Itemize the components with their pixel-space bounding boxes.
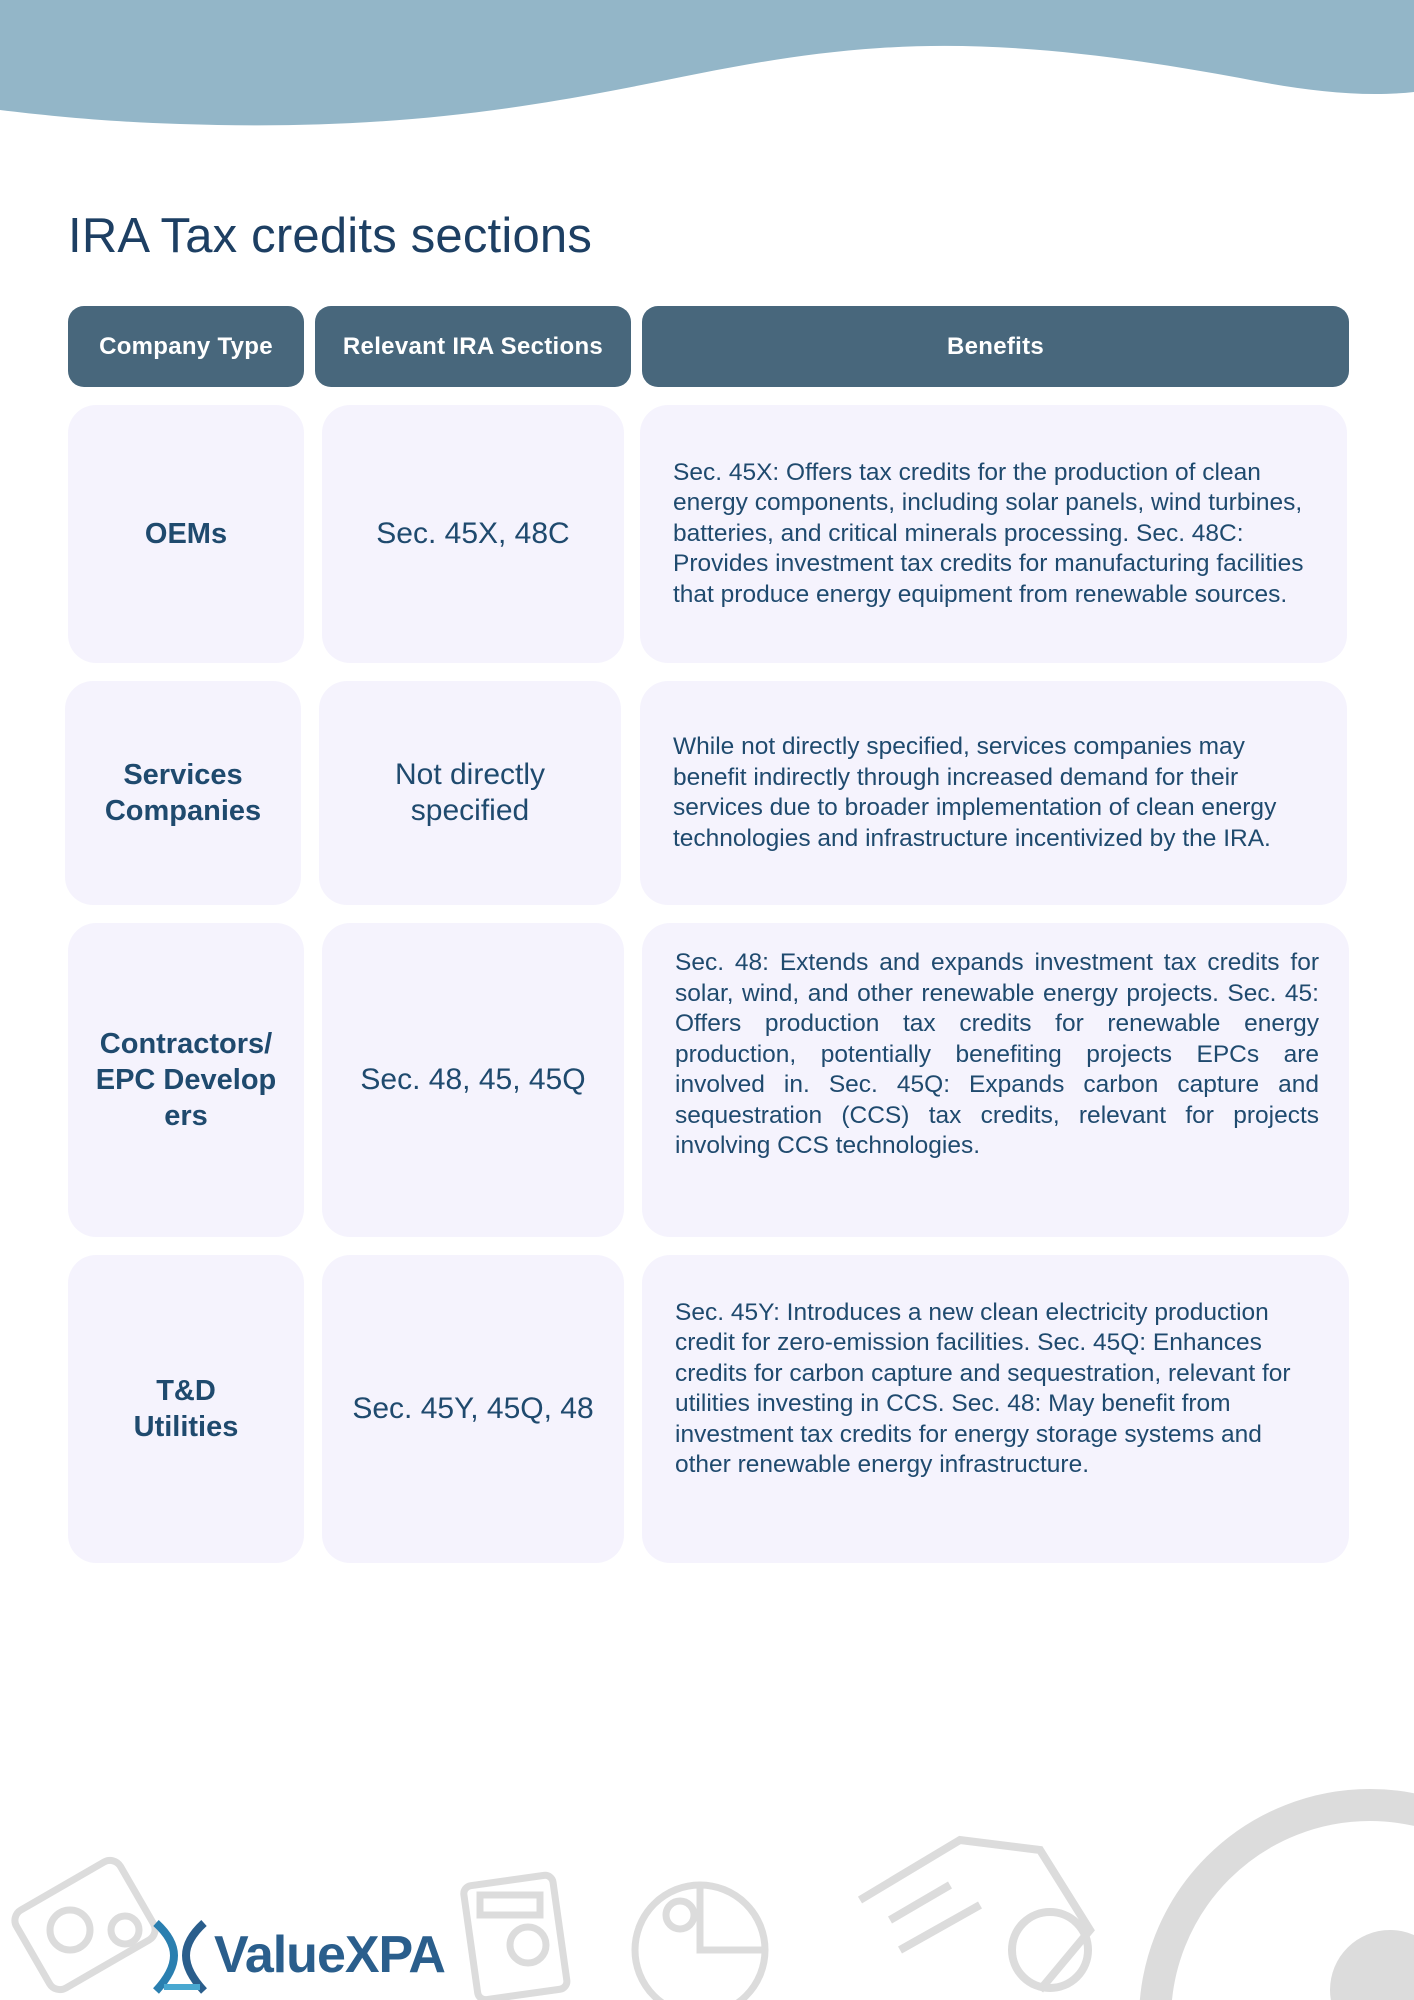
row-services-sections: Not directly specified (319, 681, 621, 905)
valuexpa-logo (150, 1910, 445, 2000)
header-company-type: Company Type (68, 306, 304, 387)
row-utilities-sections: Sec. 45Y, 45Q, 48 (322, 1255, 624, 1563)
header-benefits: Benefits (642, 306, 1349, 387)
logo-mark-icon (150, 1915, 210, 1995)
row-utilities-benefits: Sec. 45Y: Introduces a new clean electricity production credit for zero-emission facilities. Sec. 45Q: Enhances credits for carbon capture and sequestration, relevant for utilities investing in CCS. Sec. 48: May benefit from investment tax credits for energy storage systems and other renewable energy infrastructure. (642, 1255, 1349, 1563)
header-wave (0, 0, 1414, 140)
row-oems-benefits: Sec. 45X: Offers tax credits for the production of clean energy components, including solar panels, wind turbines, batteries, and critical minerals processing. Sec. 48C: Provides investment tax credits for manufacturing facilities that produce energy equipment from renewable sources. (640, 405, 1347, 663)
row-contractors-company-type: Contractors/EPC Developers (68, 923, 304, 1237)
document-magnifier-dollar-icon (860, 1840, 1090, 1990)
row-contractors-benefits: Sec. 48: Extends and expands investment tax credits for solar, wind, and other renewable energy projects. Sec. 45: Offers production tax credits for renewable energy production, potentially benefiting projects EPCs are involved in. Sec. 45Q: Expands carbon capture and sequestration (CCS) tax credits, relevant for projects involving CCS technologies. (642, 923, 1349, 1237)
row-oems-sections: Sec. 45X, 48C (322, 405, 624, 663)
header-relevant-sections: Relevant IRA Sections (315, 306, 631, 387)
logo-text: ValueXPA (214, 1926, 445, 1984)
calculator-invoice-icon (463, 1874, 568, 2000)
row-contractors-sections: Sec. 48, 45, 45Q (322, 923, 624, 1237)
pie-chart-dollar-icon (635, 1885, 765, 2000)
calendar-money-icon (11, 1856, 160, 1994)
dollar-coin-center (1330, 1930, 1414, 2000)
row-oems-company-type: OEMs (68, 405, 304, 663)
row-services-benefits: While not directly specified, services companies may benefit indirectly through increased demand for their services due to broader implementation of clean energy technologies and infrastructure incentivized by the IRA. (640, 681, 1347, 905)
row-services-company-type: Services Companies (65, 681, 301, 905)
row-utilities-company-type: T&D Utilities (68, 1255, 304, 1563)
page-title: IRA Tax credits sections (68, 209, 593, 263)
